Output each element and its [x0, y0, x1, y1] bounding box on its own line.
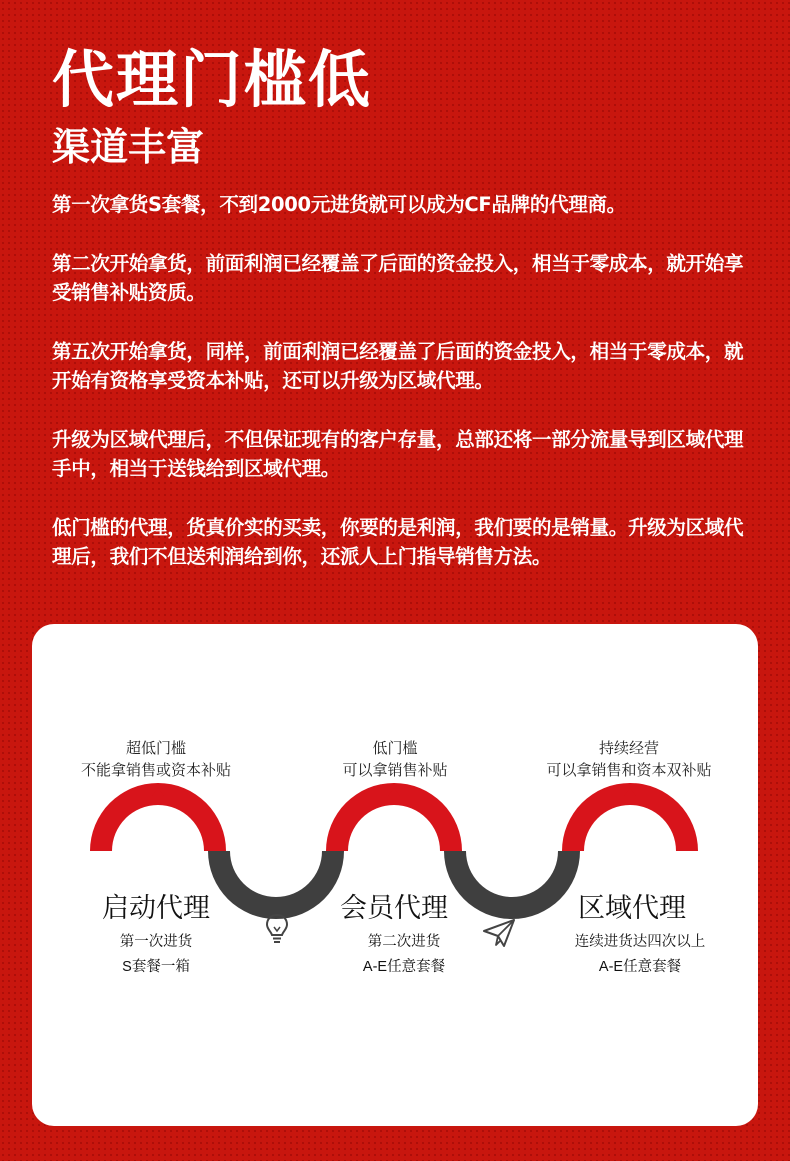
paragraph-1: 第一次拿货S套餐，不到2000元进货就可以成为CF品牌的代理商。 — [52, 193, 626, 216]
stage-3-top-title: 持续经营 — [598, 740, 659, 757]
stage-1-desc-line2: S套餐一箱 — [122, 959, 190, 975]
stage-2-top-subtitle: 可以拿销售补贴 — [342, 762, 448, 779]
page-subtitle: 渠道丰富 — [52, 125, 205, 169]
paragraph-5: 低门槛的代理，货真价实的买卖，你要的是利润，我们要的是销量。升级为区域代理后，我们不但送利润给到你，还派人上门指导销售方法。 — [52, 516, 744, 568]
paragraph-4: 升级为区域代理后，不但保证现有的客户存量，总部还将一部分流量导到区域代理手中，相当于送钱给到区域代理。 — [52, 428, 744, 480]
stage-1-top-title: 超低门槛 — [125, 740, 186, 757]
stage-2-top-label — [265, 738, 525, 782]
stage-3-desc — [520, 930, 760, 980]
stage-1-top-label — [26, 738, 286, 782]
stage-3-desc-line1: 连续进货达四次以上 — [574, 934, 706, 950]
stage-2-desc-line1: 第二次进货 — [367, 934, 441, 950]
stage-1-desc — [36, 930, 276, 980]
stage-1-top-subtitle: 不能拿销售或资本补贴 — [80, 762, 231, 779]
stage-2-desc-line2: A-E任意套餐 — [362, 959, 446, 975]
intro-paragraphs — [52, 190, 752, 601]
stage-1-desc-line1: 第一次进货 — [119, 934, 193, 950]
stage-3-desc-line2: A-E任意套餐 — [598, 959, 682, 975]
wave-ribbon — [32, 624, 758, 1126]
stage-2-top-title: 低门槛 — [372, 740, 418, 757]
agent-levels-card — [32, 624, 758, 1126]
page-title: 代理门槛低 — [52, 43, 373, 116]
stage-3-name: 区域代理 — [578, 893, 686, 923]
stage-3-top-label — [499, 738, 759, 782]
stage-3-top-subtitle: 可以拿销售和资本双补贴 — [546, 762, 712, 779]
stage-2-desc — [284, 930, 524, 980]
paragraph-2: 第二次开始拿货，前面利润已经覆盖了后面的资金投入，相当于零成本，就开始享受销售补贴资质。 — [52, 252, 744, 304]
stage-1-name: 启动代理 — [102, 893, 210, 923]
stage-2-name: 会员代理 — [340, 893, 448, 923]
paragraph-3: 第五次开始拿货，同样，前面利润已经覆盖了后面的资金投入，相当于零成本，就开始有资格享受资本补贴，还可以升级为区域代理。 — [52, 340, 744, 392]
